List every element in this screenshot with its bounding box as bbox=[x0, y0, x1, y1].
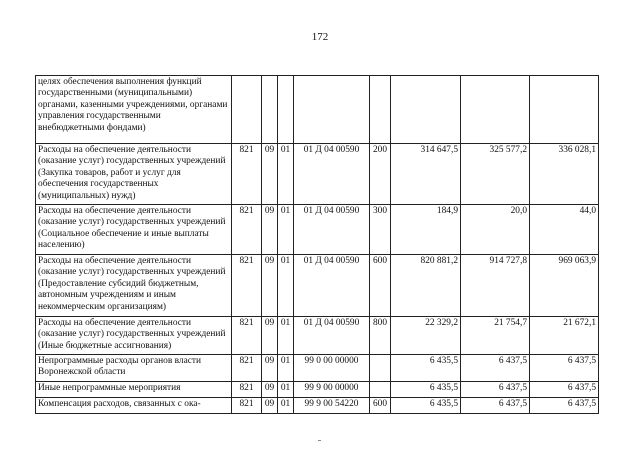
cell-expense-type: 800 bbox=[370, 317, 391, 355]
cell-name: Иные непрограммные мероприятия bbox=[36, 382, 232, 398]
cell-amount-year3: 21 672,1 bbox=[530, 317, 599, 355]
table-row bbox=[36, 382, 599, 398]
cell-name: Компенсация расходов, связанных с ока- bbox=[36, 398, 232, 414]
table-row bbox=[36, 205, 599, 255]
cell-grbs-code: 821 bbox=[232, 205, 262, 255]
cell-subsection-code: 01 bbox=[278, 317, 294, 355]
cell-target-article: 01 Д 04 00590 bbox=[294, 317, 370, 355]
cell-amount-year2 bbox=[461, 76, 530, 144]
cell-amount-year3 bbox=[530, 76, 599, 144]
cell-amount-year2: 20,0 bbox=[461, 205, 530, 255]
table-body bbox=[36, 76, 599, 414]
cell-subsection-code: 01 bbox=[278, 398, 294, 414]
cell-section-code: 09 bbox=[262, 317, 278, 355]
cell-subsection-code: 01 bbox=[278, 355, 294, 382]
cell-subsection-code: 01 bbox=[278, 382, 294, 398]
table-row bbox=[36, 76, 599, 144]
cell-expense-type bbox=[370, 355, 391, 382]
cell-amount-year1: 6 435,5 bbox=[391, 382, 461, 398]
cell-target-article: 99 9 00 54220 bbox=[294, 398, 370, 414]
cell-section-code: 09 bbox=[262, 255, 278, 317]
cell-section-code: 09 bbox=[262, 355, 278, 382]
cell-amount-year1: 22 329,2 bbox=[391, 317, 461, 355]
cell-expense-type bbox=[370, 382, 391, 398]
cell-section-code bbox=[262, 76, 278, 144]
cell-amount-year2: 325 577,2 bbox=[461, 144, 530, 205]
cell-grbs-code: 821 bbox=[232, 144, 262, 205]
cell-grbs-code: 821 bbox=[232, 317, 262, 355]
cell-amount-year3: 44,0 bbox=[530, 205, 599, 255]
cell-amount-year2: 6 437,5 bbox=[461, 398, 530, 414]
cell-expense-type: 600 bbox=[370, 398, 391, 414]
cell-amount-year2: 21 754,7 bbox=[461, 317, 530, 355]
table-row bbox=[36, 144, 599, 205]
table-row bbox=[36, 355, 599, 382]
page-mark bbox=[318, 440, 321, 441]
cell-grbs-code: 821 bbox=[232, 255, 262, 317]
cell-name: Расходы на обеспечение деятельности (оказание услуг) государственных учреждений (Предоставление субсидий бюджетным, автономным учреждениям и иным некоммерческим организациям) bbox=[36, 255, 232, 317]
cell-amount-year2: 6 437,5 bbox=[461, 355, 530, 382]
cell-amount-year1: 6 435,5 bbox=[391, 355, 461, 382]
table-row bbox=[36, 255, 599, 317]
cell-amount-year2: 914 727,8 bbox=[461, 255, 530, 317]
cell-grbs-code: 821 bbox=[232, 398, 262, 414]
table-row bbox=[36, 317, 599, 355]
page-number: 172 bbox=[311, 31, 329, 43]
cell-expense-type: 300 bbox=[370, 205, 391, 255]
cell-expense-type: 600 bbox=[370, 255, 391, 317]
cell-target-article bbox=[294, 76, 370, 144]
cell-name: целях обеспечения выполнения функций государственными (муниципальными) органами, казенными учреждениями, органами управления государственными внебюджетными фондами) bbox=[36, 76, 232, 144]
cell-amount-year1 bbox=[391, 76, 461, 144]
cell-section-code: 09 bbox=[262, 205, 278, 255]
cell-amount-year2: 6 437,5 bbox=[461, 382, 530, 398]
cell-subsection-code: 01 bbox=[278, 205, 294, 255]
cell-target-article: 99 9 00 00000 bbox=[294, 382, 370, 398]
cell-amount-year1: 184,9 bbox=[391, 205, 461, 255]
table-row bbox=[36, 398, 599, 414]
cell-amount-year3: 336 028,1 bbox=[530, 144, 599, 205]
cell-name: Расходы на обеспечение деятельности (оказание услуг) государственных учреждений (Иные бюджетные ассигнования) bbox=[36, 317, 232, 355]
cell-amount-year1: 6 435,5 bbox=[391, 398, 461, 414]
cell-amount-year1: 820 881,2 bbox=[391, 255, 461, 317]
cell-subsection-code: 01 bbox=[278, 144, 294, 205]
cell-section-code: 09 bbox=[262, 144, 278, 205]
cell-amount-year3: 969 063,9 bbox=[530, 255, 599, 317]
cell-amount-year3: 6 437,5 bbox=[530, 398, 599, 414]
cell-amount-year1: 314 647,5 bbox=[391, 144, 461, 205]
cell-target-article: 01 Д 04 00590 bbox=[294, 144, 370, 205]
cell-grbs-code: 821 bbox=[232, 355, 262, 382]
cell-target-article: 01 Д 04 00590 bbox=[294, 255, 370, 317]
cell-grbs-code: 821 bbox=[232, 382, 262, 398]
cell-subsection-code: 01 bbox=[278, 255, 294, 317]
budget-table bbox=[35, 75, 599, 414]
cell-name: Расходы на обеспечение деятельности (оказание услуг) государственных учреждений (Закупка товаров, работ и услуг для обеспечения государственных (муниципальных) нужд) bbox=[36, 144, 232, 205]
cell-target-article: 01 Д 04 00590 bbox=[294, 205, 370, 255]
cell-grbs-code bbox=[232, 76, 262, 144]
cell-name: Расходы на обеспечение деятельности (оказание услуг) государственных учреждений (Социальное обеспечение и иные выплаты населению) bbox=[36, 205, 232, 255]
cell-section-code: 09 bbox=[262, 382, 278, 398]
cell-expense-type: 200 bbox=[370, 144, 391, 205]
cell-amount-year3: 6 437,5 bbox=[530, 382, 599, 398]
cell-expense-type bbox=[370, 76, 391, 144]
cell-target-article: 99 0 00 00000 bbox=[294, 355, 370, 382]
cell-amount-year3: 6 437,5 bbox=[530, 355, 599, 382]
cell-name: Непрограммные расходы органов власти Воронежской области bbox=[36, 355, 232, 382]
cell-subsection-code bbox=[278, 76, 294, 144]
cell-section-code: 09 bbox=[262, 398, 278, 414]
